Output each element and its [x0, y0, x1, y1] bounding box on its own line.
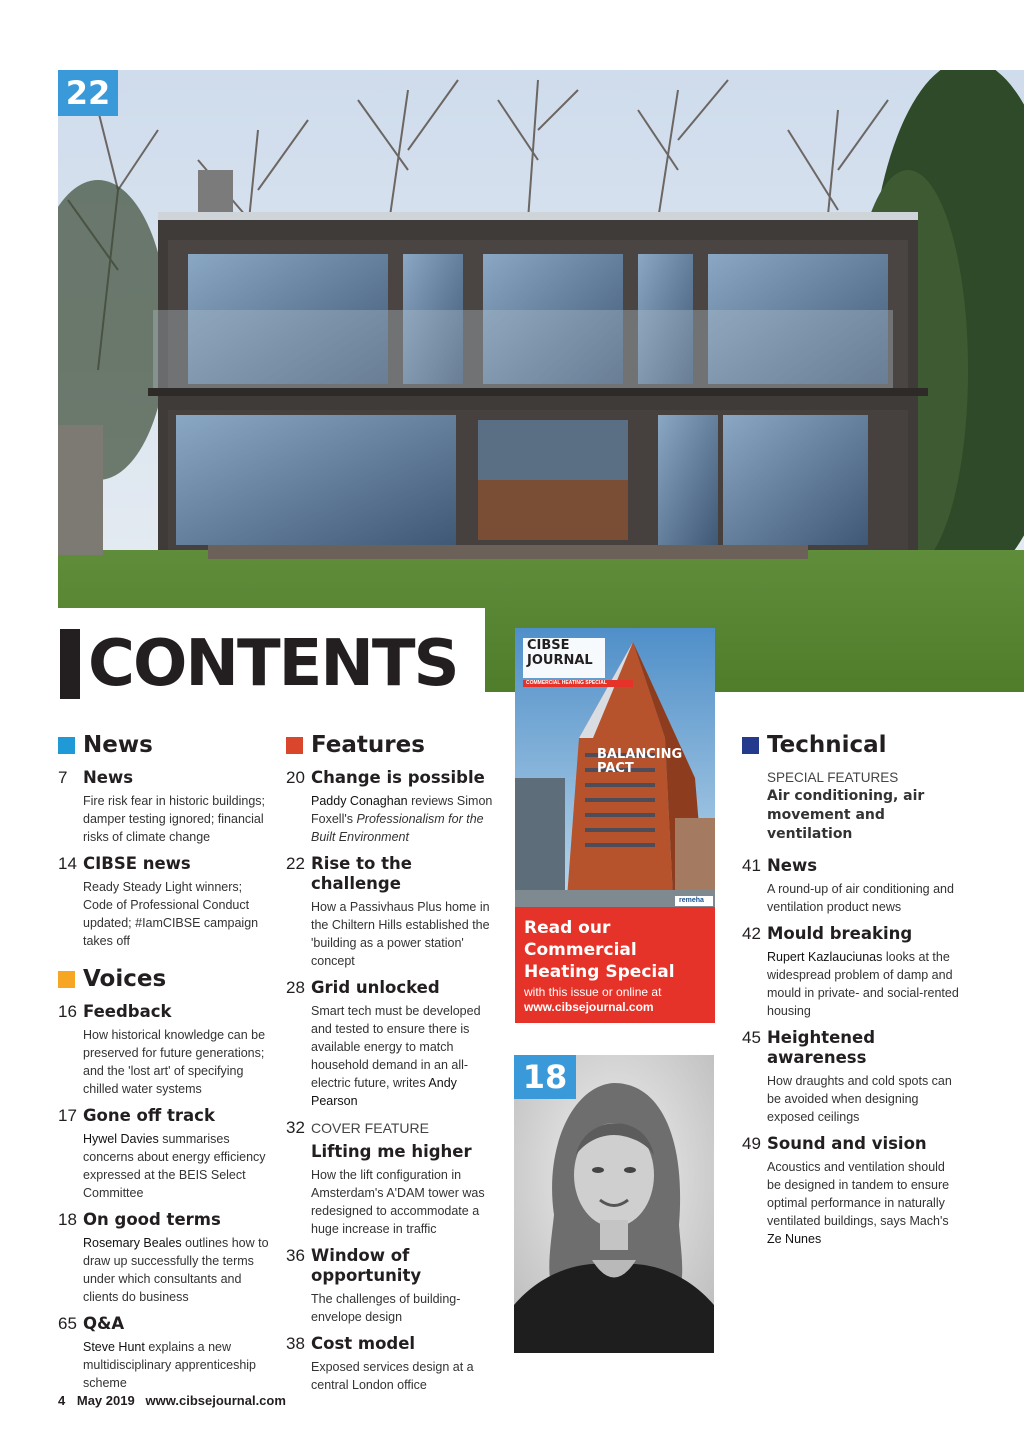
contents-item[interactable] [742, 856, 962, 916]
item-description [311, 792, 496, 846]
item-title: Grid unlocked [311, 978, 440, 997]
item-page-number: 41 [742, 856, 761, 875]
author-name: Ze Nunes [767, 1232, 822, 1246]
item-description [83, 1130, 273, 1202]
item-description [767, 948, 962, 1020]
item-page-number: 18 [58, 1210, 77, 1229]
cover-headline [597, 748, 682, 776]
cover-strap: COMMERCIAL HEATING SPECIAL [526, 680, 607, 686]
item-description-text: summarises concerns about energy efficiency expressed at the BEIS Select Committee [83, 1132, 266, 1200]
news-heading-text: News [83, 732, 153, 758]
features-heading [286, 730, 496, 760]
voices-heading [58, 964, 273, 994]
item-title: Cost model [311, 1334, 416, 1353]
promo-subtext: with this issue or online at [524, 985, 662, 999]
page-badge-18: 18 [514, 1055, 576, 1099]
item-description: Ready Steady Light winners; Code of Professional Conduct updated; #IamCIBSE campaign takes off [83, 880, 259, 948]
item-title: Gone off track [83, 1106, 215, 1125]
contents-item[interactable] [742, 1028, 962, 1126]
item-description-text: looks at the widespread problem of damp and mould in private- and social-rented housing [767, 950, 959, 1018]
promo-heading-line1: Read our [524, 918, 611, 938]
cover-feature-kicker: COVER FEATURE [311, 1120, 429, 1136]
contents-item[interactable] [58, 854, 273, 950]
item-title: Q&A [83, 1314, 125, 1333]
cover-sponsor-logo: remeha [679, 897, 704, 904]
item-page-number: 17 [58, 1106, 77, 1125]
voices-heading-text: Voices [83, 966, 167, 992]
item-title: News [767, 856, 818, 875]
author-name: Hywel Davies [83, 1132, 159, 1146]
contents-title-text: CONTENTS [88, 627, 458, 701]
item-page-number: 49 [742, 1134, 761, 1153]
author-name: Rosemary Beales [83, 1236, 182, 1250]
cover-masthead [527, 638, 593, 668]
item-title: Mould breaking [767, 924, 913, 943]
item-title: Heightened awareness [767, 1028, 876, 1067]
item-description: A round-up of air conditioning and ventilation product news [767, 882, 954, 914]
footer-page-number: 4 [58, 1393, 66, 1408]
contents-item[interactable] [286, 1334, 496, 1394]
item-page-number: 36 [286, 1246, 305, 1265]
item-description-text: explains a new multidisciplinary apprenticeship scheme [83, 1340, 256, 1390]
book-title: Professionalism for the Built Environment [311, 812, 484, 844]
contents-item[interactable] [286, 1118, 496, 1238]
item-page-number: 28 [286, 978, 305, 997]
technical-column [742, 730, 962, 1256]
item-description-text: reviews Simon Foxell's [311, 794, 493, 826]
news-heading [58, 730, 273, 760]
contents-item[interactable] [286, 854, 496, 970]
item-description: How historical knowledge can be preserved for future generations; and the 'lost art' of specifying chilled water systems [83, 1028, 266, 1096]
item-description: The challenges of building-envelope design [311, 1292, 461, 1324]
promo-heading-line2: Commercial [524, 940, 637, 960]
page-badge-22: 22 [58, 70, 118, 116]
author-name: Rupert Kazlauciunas [767, 950, 883, 964]
page-footer [58, 1393, 286, 1408]
cover-masthead-line1: CIBSE [527, 638, 570, 653]
footer-issue-date: May 2019 [76, 1393, 135, 1408]
cover-promo-box[interactable] [515, 907, 715, 1023]
news-voices-column [58, 730, 273, 1400]
item-title: CIBSE news [83, 854, 191, 873]
item-page-number: 38 [286, 1334, 305, 1353]
news-square-icon [58, 737, 75, 754]
contents-item[interactable] [58, 1210, 273, 1306]
features-heading-text: Features [311, 732, 425, 758]
cover-headline-line1: BALANCING [597, 747, 683, 762]
cover-masthead-line2: JOURNAL [527, 653, 593, 668]
special-features-title[interactable]: Air conditioning, air movement and ventilation [767, 788, 925, 842]
contents-item[interactable] [58, 1002, 273, 1098]
item-description: Fire risk fear in historic buildings; damper testing ignored; financial risks of climate change [83, 794, 266, 844]
technical-heading [742, 730, 962, 760]
promo-url-link[interactable]: www.cibsejournal.com [524, 1000, 654, 1014]
item-description-text: outlines how to draw up successfully the terms under which consultants and clients do business [83, 1236, 269, 1304]
item-page-number: 65 [58, 1314, 77, 1333]
contents-item[interactable] [286, 978, 496, 1110]
item-title: Window of opportunity [311, 1246, 422, 1285]
portrait-photo [514, 1055, 714, 1353]
item-description-text: Acoustics and ventilation should be designed in tandem to ensure optimal performance in naturally ventilated buildings, says Mach's [767, 1160, 950, 1228]
contents-item[interactable] [58, 1106, 273, 1202]
item-description: How draughts and cold spots can be avoided when designing exposed ceilings [767, 1074, 952, 1124]
item-description: How a Passivhaus Plus home in the Chiltern Hills established the 'building as a power station' concept [311, 900, 490, 968]
item-description [83, 1234, 273, 1306]
item-page-number: 7 [58, 768, 68, 787]
features-square-icon [286, 737, 303, 754]
item-title: Lifting me higher [311, 1142, 472, 1161]
item-page-number: 22 [286, 854, 305, 873]
hero-photo [58, 70, 1024, 692]
cover-headline-line2: PACT [597, 761, 634, 776]
item-page-number: 16 [58, 1002, 77, 1021]
features-column [286, 730, 496, 1402]
author-name: Andy Pearson [311, 1076, 457, 1108]
promo-heading-line3: Heating Special [524, 962, 675, 982]
contents-item[interactable] [58, 768, 273, 846]
item-description [83, 1338, 273, 1392]
contents-item[interactable] [742, 924, 962, 1020]
contents-item[interactable] [286, 768, 496, 846]
author-name: Paddy Conaghan [311, 794, 408, 808]
author-name: Steve Hunt [83, 1340, 145, 1354]
item-description [311, 1002, 496, 1110]
contents-title-bar [60, 629, 80, 699]
contents-item[interactable] [742, 1134, 962, 1248]
item-title: Sound and vision [767, 1134, 927, 1153]
voices-square-icon [58, 971, 75, 988]
technical-heading-text: Technical [767, 732, 887, 758]
item-title: News [83, 768, 134, 787]
item-page-number: 14 [58, 854, 77, 873]
item-title: Change is possible [311, 768, 485, 787]
contents-item[interactable] [58, 1314, 273, 1392]
item-description-text: Smart tech must be developed and tested to ensure there is available energy to match household demand in an all-electric future, writes [311, 1004, 481, 1090]
item-page-number: 42 [742, 924, 761, 943]
item-description [767, 1158, 962, 1248]
item-description: How the lift configuration in Amsterdam's A'DAM tower was redesigned to accommodate a huge increase in traffic [311, 1168, 485, 1236]
item-title: Rise to the challenge [311, 854, 412, 893]
contents-title [60, 628, 458, 700]
item-title: On good terms [83, 1210, 221, 1229]
special-features-kicker: SPECIAL FEATURES [767, 770, 899, 785]
contents-item[interactable] [286, 1246, 496, 1326]
item-page-number: 32 [286, 1118, 305, 1137]
item-page-number: 45 [742, 1028, 761, 1047]
technical-square-icon [742, 737, 759, 754]
magazine-cover[interactable] [515, 628, 715, 908]
footer-url[interactable]: www.cibsejournal.com [145, 1393, 286, 1408]
item-description: Exposed services design at a central London office [311, 1360, 474, 1392]
item-page-number: 20 [286, 768, 305, 787]
item-title: Feedback [83, 1002, 172, 1021]
